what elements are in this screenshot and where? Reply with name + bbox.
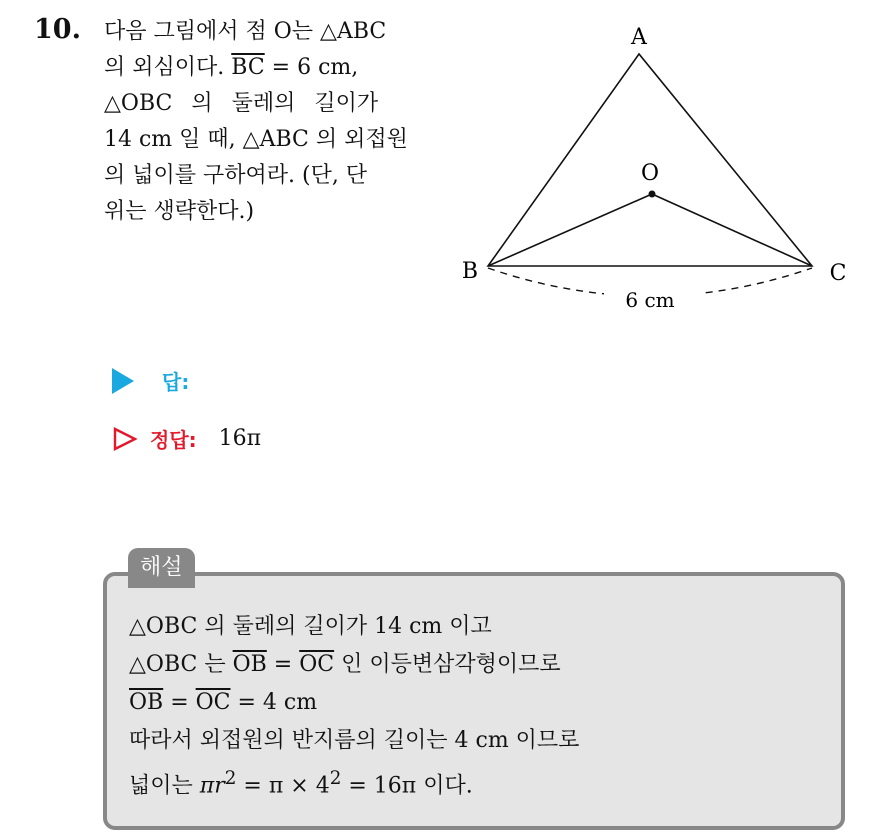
correct-answer-row bbox=[112, 424, 261, 453]
label-a: A bbox=[631, 25, 647, 50]
expl-text: = 16π 이다. bbox=[341, 773, 473, 799]
question-line: 의 넓이를 구하여라. (단, 단 bbox=[104, 163, 368, 188]
question-text-part: = 6 cm, bbox=[264, 55, 359, 80]
question-line: 다음 그림에서 점 O는 △ABC bbox=[104, 19, 387, 44]
explanation-line-2 bbox=[129, 646, 579, 684]
explanation-box bbox=[103, 572, 845, 830]
outline-triangle-icon bbox=[112, 426, 138, 452]
segment-ob-text: $\overline{OB}$ bbox=[232, 652, 267, 677]
expl-text: = π × 4 bbox=[236, 773, 330, 799]
pi-symbol: π bbox=[199, 773, 215, 799]
label-c: C bbox=[829, 261, 847, 286]
play-icon bbox=[112, 368, 134, 394]
answer-label: 답: bbox=[162, 370, 190, 394]
question-line: 위는 생략한다.) bbox=[104, 199, 255, 224]
question-line: 14 cm 일 때, △ABC 의 외접원 bbox=[104, 127, 408, 152]
explanation-line-4: 따라서 외접원의 반지름의 길이는 4 cm 이므로 bbox=[129, 728, 580, 753]
exponent: 2 bbox=[329, 768, 342, 789]
triangle-figure bbox=[440, 14, 860, 324]
segment-ob bbox=[488, 194, 652, 266]
triangle-abc bbox=[488, 54, 812, 266]
explanation-lines bbox=[129, 608, 579, 805]
point-o bbox=[649, 191, 656, 198]
question-line bbox=[104, 50, 434, 86]
segment-oc bbox=[652, 194, 812, 266]
expl-text: = 4 cm bbox=[230, 690, 318, 715]
expl-text: = bbox=[163, 690, 196, 715]
correct-answer-value: 16π bbox=[218, 426, 262, 451]
question-text-part: 의 외심이다. bbox=[104, 55, 232, 80]
segment-ob-text: $\overline{OB}$ bbox=[129, 690, 164, 715]
explanation-line-3 bbox=[129, 684, 579, 722]
base-length-label: 6 cm bbox=[625, 288, 675, 312]
question-number: 10. bbox=[34, 14, 81, 45]
explanation-tag: 해설 bbox=[128, 548, 195, 588]
explanation-line-5 bbox=[129, 760, 579, 805]
label-b: B bbox=[461, 259, 479, 284]
segment-oc-text: $\overline{OC}$ bbox=[299, 652, 335, 677]
expl-text: = bbox=[266, 652, 300, 677]
answer-row bbox=[112, 366, 189, 395]
explanation-line-1: △OBC 의 둘레의 길이가 14 cm 이고 bbox=[129, 614, 492, 639]
expl-text: 넓이는 bbox=[129, 773, 200, 799]
question-text bbox=[104, 14, 434, 230]
expl-text: △OBC 는 bbox=[129, 652, 233, 677]
segment-bc: $\overline{BC}$ bbox=[231, 55, 265, 80]
exponent: 2 bbox=[224, 768, 237, 789]
question-line: △OBC 의 둘레의 길이가 bbox=[104, 91, 379, 116]
expl-text: 인 이등변삼각형이므로 bbox=[334, 652, 561, 677]
correct-answer-label: 정답: bbox=[150, 428, 197, 452]
r-symbol: r bbox=[214, 773, 225, 799]
label-o: O bbox=[640, 161, 660, 186]
segment-oc-text: $\overline{OC}$ bbox=[195, 690, 231, 715]
